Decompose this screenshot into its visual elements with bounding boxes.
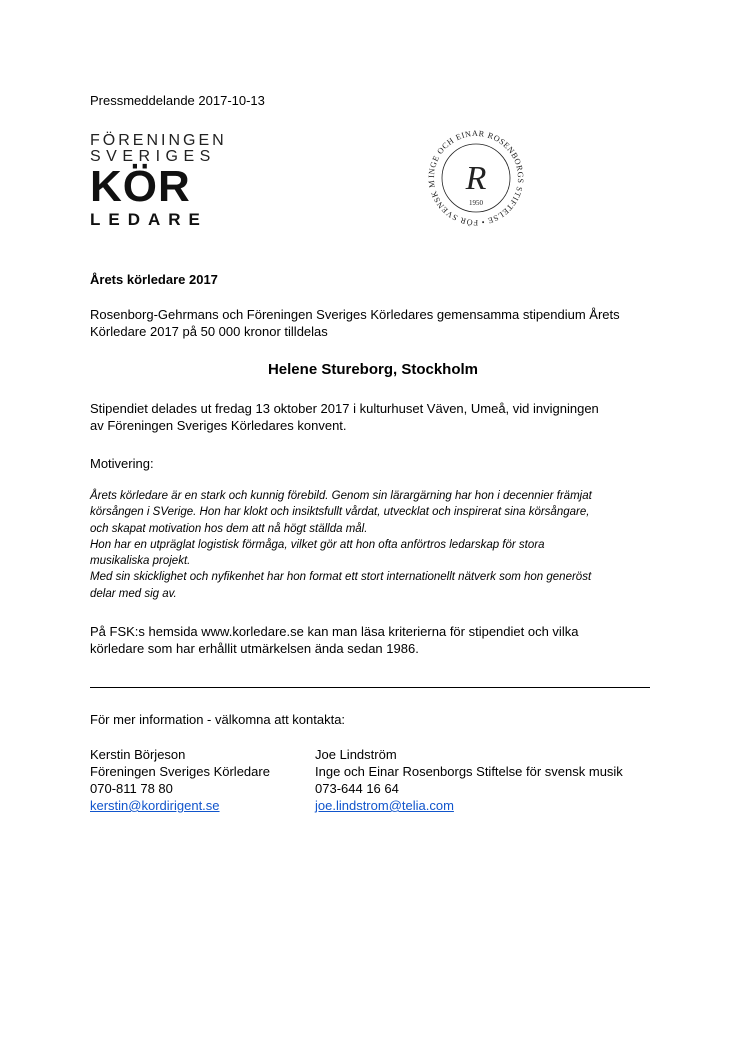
- contact-email-link[interactable]: kerstin@kordirigent.se: [90, 798, 220, 813]
- award-line-1: Stipendiet delades ut fredag 13 oktober 2017 i kulturhuset Väven, Umeå, vid invigningen: [90, 401, 599, 416]
- contact-email-link[interactable]: joe.lindstrom@telia.com: [315, 798, 454, 813]
- rosenborg-seal: [421, 123, 531, 233]
- press-release-date: Pressmeddelande 2017-10-13: [90, 93, 265, 108]
- fsk-line-2: körledare som har erhållit utmärkelsen ända sedan 1986.: [90, 641, 419, 656]
- contact-intro: För mer information - välkomna att kontakta:: [90, 712, 346, 727]
- fsk-logo: [90, 132, 227, 229]
- contact-name: Joe Lindström: [315, 747, 397, 762]
- motivation-text: [90, 488, 670, 602]
- motivation-line: körsången i SVerige. Hon har klokt och insiktsfullt vårdat, utvecklat och inspirerat sina körsångare,: [90, 506, 590, 519]
- seal-year: 1950: [469, 199, 483, 207]
- logo-line-foreningen: FÖRENINGEN: [90, 132, 227, 149]
- motivation-line: Hon har en utpräglat logistisk förmåga, vilket gör att hon ofta anförtros ledarskap för stora: [90, 538, 545, 551]
- document-title: Årets körledare 2017: [90, 272, 218, 287]
- motivation-line: och skapat motivation hos dem att nå högt ställda mål.: [90, 522, 368, 535]
- contact-org: Föreningen Sveriges Körledare: [90, 764, 270, 779]
- contact-phone: 073-644 16 64: [315, 781, 399, 796]
- fsk-line-1: På FSK:s hemsida www.korledare.se kan man läsa kriterierna för stipendiet och vilka: [90, 624, 579, 639]
- contact-name: Kerstin Börjeson: [90, 747, 186, 762]
- contact-phone: 070-811 78 80: [90, 781, 173, 796]
- contact-block-joe: [315, 746, 675, 814]
- motivation-line: Årets körledare är en stark och kunnig förebild. Genom sin lärargärning har hon i decennier främjat: [90, 490, 592, 502]
- intro-paragraph: Rosenborg-Gehrmans och Föreningen Sveriges Körledares gemensamma stipendium Årets Körledare 2017 på 50 000 kronor tilldelas: [90, 307, 620, 339]
- seal-ring-text: INGE OCH EINAR ROSENBORGS STIFTELSE • FÖR SVENSK M: [426, 128, 526, 228]
- logo-line-sveriges: SVERIGES: [90, 148, 216, 165]
- seal-svg: [421, 123, 531, 233]
- motivation-line: musikaliska projekt.: [90, 555, 191, 568]
- logo-line-ledare: LEDARE: [90, 210, 208, 229]
- contact-org: Inge och Einar Rosenborgs Stiftelse för svensk musik: [315, 764, 623, 779]
- seal-monogram: R: [465, 160, 487, 197]
- motivation-line: Med sin skicklighet och nyfikenhet har hon format ett stort internationellt nätverk som hon generöst: [90, 571, 592, 584]
- logo-line-kor: KÖR: [90, 162, 191, 211]
- motivation-label: Motivering:: [90, 456, 154, 471]
- motivation-line: delar med sig av.: [90, 587, 177, 600]
- winner-heading: Helene Stureborg, Stockholm: [267, 361, 479, 378]
- award-line-2: av Föreningen Sveriges Körledares konvent.: [90, 418, 347, 433]
- contact-block-kerstin: [90, 746, 310, 814]
- separator-line: [90, 687, 650, 688]
